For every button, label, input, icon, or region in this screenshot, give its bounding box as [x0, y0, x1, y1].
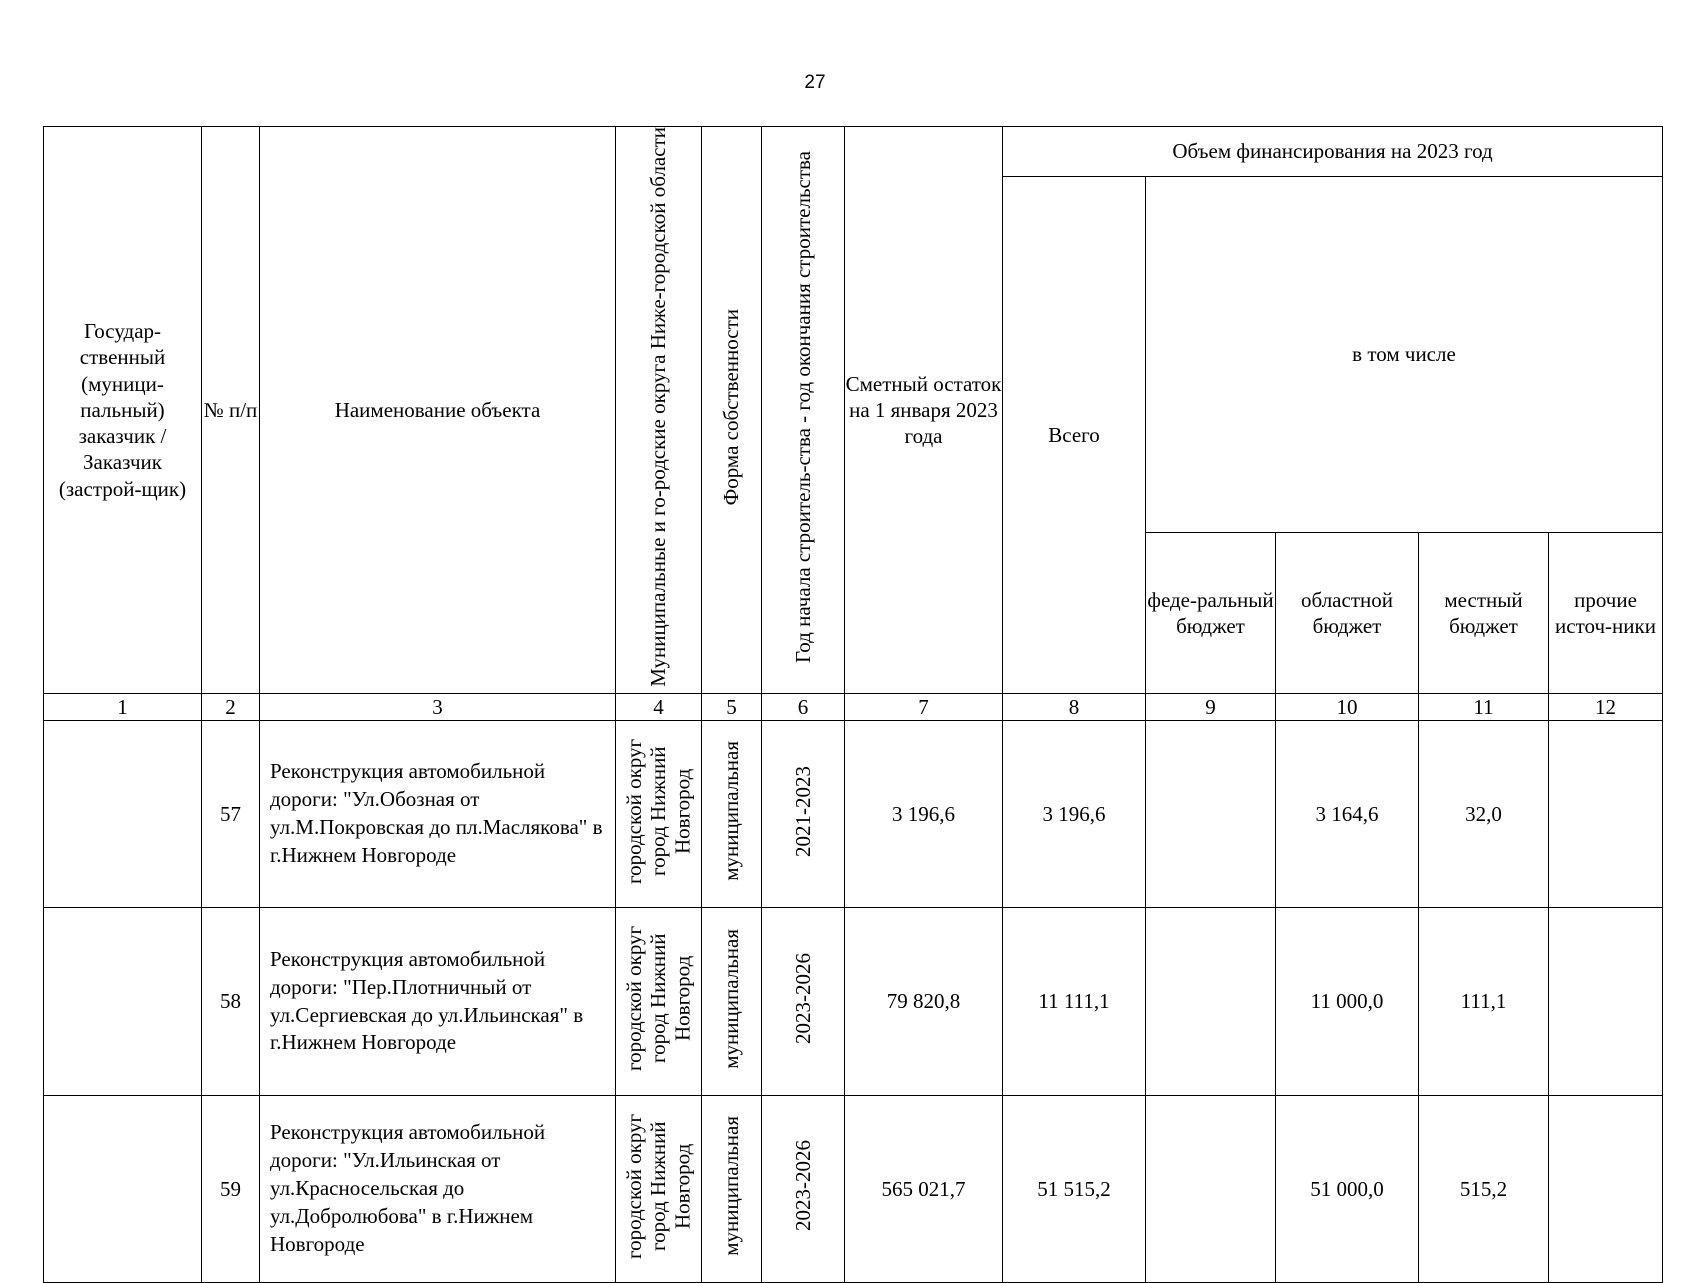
cell-federal — [1146, 908, 1276, 1095]
cell-municipality — [616, 721, 702, 908]
column-numbers-row — [44, 693, 1663, 720]
cell-municipality-text: городской округ город Нижний Новгород — [622, 1113, 695, 1259]
cell-customer — [44, 721, 202, 908]
column-number: 2 — [202, 693, 260, 720]
header-other: прочие источ-ники — [1549, 532, 1663, 693]
cell-federal — [1146, 721, 1276, 908]
cell-ownership-text: муниципальная — [719, 1115, 744, 1256]
table-row — [44, 908, 1663, 1095]
cell-municipality — [616, 1095, 702, 1282]
cell-object-name: Реконструкция автомобильной дороги: "Ул.Обозная от ул.М.Покровская до пл.Маслякова" в г.Нижнем Новгороде — [260, 721, 616, 908]
cell-number: 57 — [202, 721, 260, 908]
cell-years — [762, 721, 845, 908]
column-number: 9 — [1146, 693, 1276, 720]
cell-balance: 3 196,6 — [845, 721, 1003, 908]
cell-municipality-text: городской округ город Нижний Новгород — [622, 925, 695, 1072]
cell-number: 58 — [202, 908, 260, 1095]
header-funding-group: Объем финансирования на 2023 год — [1003, 127, 1663, 177]
cell-years — [762, 1095, 845, 1282]
column-number: 6 — [762, 693, 845, 720]
header-total: Всего — [1003, 177, 1146, 694]
cell-other — [1549, 908, 1663, 1095]
page-number: 27 — [804, 72, 826, 93]
cell-regional: 3 164,6 — [1276, 721, 1419, 908]
header-balance: Сметный остаток на 1 января 2023 года — [845, 127, 1003, 694]
cell-customer — [44, 1095, 202, 1282]
header-ownership-text: Форма собственности — [719, 308, 744, 506]
cell-ownership — [702, 721, 762, 908]
table-row — [44, 1095, 1663, 1282]
cell-object-name: Реконструкция автомобильной дороги: "Ул.Ильинская от ул.Красносельская до ул.Добролюбова" в г.Нижнем Новгороде — [260, 1095, 616, 1282]
header-ownership — [702, 127, 762, 694]
cell-regional: 11 000,0 — [1276, 908, 1419, 1095]
cell-total: 51 515,2 — [1003, 1095, 1146, 1282]
cell-federal — [1146, 1095, 1276, 1282]
cell-local: 111,1 — [1419, 908, 1549, 1095]
header-years-text: Год начала строитель-ства - год окончания строительства — [790, 150, 815, 663]
cell-balance: 79 820,8 — [845, 908, 1003, 1095]
cell-object-name: Реконструкция автомобильной дороги: "Пер.Плотничный от ул.Сергиевская до ул.Ильинская" в г.Нижнем Новгороде — [260, 908, 616, 1095]
cell-ownership-text: муниципальная — [719, 928, 744, 1069]
cell-municipality-text: городской округ город Нижний Новгород — [622, 738, 695, 884]
cell-years-text: 2023-2026 — [790, 952, 815, 1044]
cell-ownership — [702, 1095, 762, 1282]
column-number: 10 — [1276, 693, 1419, 720]
column-number: 11 — [1419, 693, 1549, 720]
column-number: 12 — [1549, 693, 1663, 720]
header-object-name: Наименование объекта — [260, 127, 616, 694]
cell-local: 515,2 — [1419, 1095, 1549, 1282]
cell-balance: 565 021,7 — [845, 1095, 1003, 1282]
column-number: 3 — [260, 693, 616, 720]
header-number: № п/п — [202, 127, 260, 694]
header-customer: Государ-ственный (муници-пальный) заказчик / Заказчик (застрой-щик) — [44, 127, 202, 694]
cell-other — [1549, 1095, 1663, 1282]
header-municipality — [616, 127, 702, 694]
header-years — [762, 127, 845, 694]
header-municipality-text: Муниципальные и го-родские округа Ниже-городской области — [646, 127, 671, 687]
cell-regional: 51 000,0 — [1276, 1095, 1419, 1282]
column-number: 7 — [845, 693, 1003, 720]
column-number: 1 — [44, 693, 202, 720]
cell-years — [762, 908, 845, 1095]
cell-years-text: 2021-2023 — [790, 765, 815, 857]
cell-ownership — [702, 908, 762, 1095]
cell-total: 3 196,6 — [1003, 721, 1146, 908]
cell-total: 11 111,1 — [1003, 908, 1146, 1095]
column-number: 5 — [702, 693, 762, 720]
column-number: 8 — [1003, 693, 1146, 720]
cell-municipality — [616, 908, 702, 1095]
funding-table — [43, 126, 1663, 1283]
cell-other — [1549, 721, 1663, 908]
header-including: в том числе — [1146, 177, 1663, 533]
cell-ownership-text: муниципальная — [719, 741, 744, 882]
cell-local: 32,0 — [1419, 721, 1549, 908]
header-federal: феде-ральный бюджет — [1146, 532, 1276, 693]
column-number: 4 — [616, 693, 702, 720]
cell-customer — [44, 908, 202, 1095]
cell-number: 59 — [202, 1095, 260, 1282]
header-local: местный бюджет — [1419, 532, 1549, 693]
cell-years-text: 2023-2026 — [790, 1140, 815, 1232]
table-row — [44, 721, 1663, 908]
header-regional: областной бюджет — [1276, 532, 1419, 693]
